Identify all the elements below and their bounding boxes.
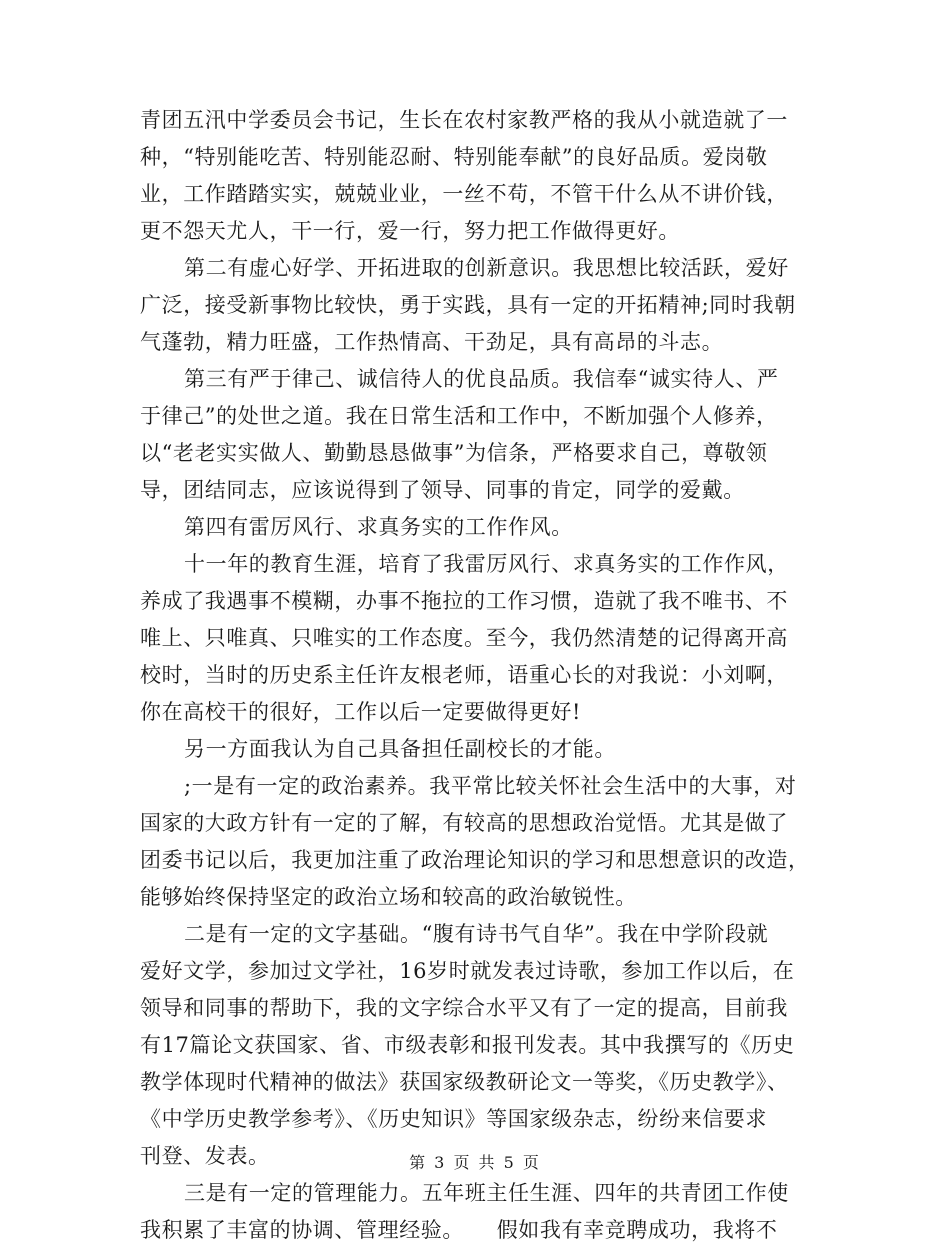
text-line: 团委书记以后，我更加注重了政治理论知识的学习和思想意识的改造，	[140, 848, 810, 872]
text-line: 十一年的教育生涯，培育了我雷厉风行、求真务实的工作作风，	[184, 552, 789, 576]
text-line: 我积累了丰富的协调、管理经验。 假如我有幸竞聘成功，我将不	[140, 1218, 778, 1242]
text-line: 气蓬勃，精力旺盛，工作热情高、干劲足，具有高昂的斗志。	[140, 330, 724, 354]
text-line: 以“老老实实做人、勤勤恳恳做事”为信条，严格要求自己，尊敬领	[140, 441, 768, 465]
document-body	[140, 102, 810, 1249]
text-line: 种，“特别能吃苦、特别能忍耐、特别能奉献”的良好品质。爱岗敬	[140, 145, 768, 169]
text-line: 爱好文学，参加过文学社，16岁时就发表过诗歌，参加工作以后，在	[140, 959, 795, 983]
text-line: 三是有一定的管理能力。五年班主任生涯、四年的共青团工作使	[184, 1181, 789, 1205]
text-line: 二是有一定的文字基础。“腹有诗书气自华”。我在中学阶段就	[184, 922, 769, 946]
text-line: 于律己”的处世之道。我在日常生活和工作中，不断加强个人修养，	[140, 404, 778, 428]
text-line: 青团五汛中学委员会书记，生长在农村家教严格的我从小就造就了一	[140, 108, 788, 132]
text-line: 养成了我遇事不模糊，办事不拖拉的工作习惯，造就了我不唯书、不	[140, 589, 788, 613]
text-line: 能够始终保持坚定的政治立场和较高的政治敏锐性。	[140, 885, 637, 909]
text-line: 第三有严于律己、诚信待人的优良品质。我信奉“诚实待人、严	[184, 367, 779, 391]
text-line: 《中学历史教学参考》、《历史知识》等国家级杂志，纷纷来信要求	[140, 1107, 767, 1131]
text-line: 业，工作踏踏实实，兢兢业业，一丝不苟，不管干什么从不讲价钱，	[140, 182, 788, 206]
page-footer	[0, 1150, 950, 1173]
text-line: 唯上、只唯真、只唯实的工作态度。至今，我仍然清楚的记得离开高	[140, 626, 788, 650]
text-line: 刊登、发表。	[140, 1144, 270, 1168]
text-line: 你在高校干的很好，工作以后一定要做得更好!	[140, 700, 582, 724]
text-line: 国家的大政方针有一定的了解，有较高的思想政治觉悟。尤其是做了	[140, 811, 788, 835]
text-line: 领导和同事的帮助下，我的文字综合水平又有了一定的提高，目前我	[140, 996, 788, 1020]
text-line: 第二有虚心好学、开拓进取的创新意识。我思想比较活跃，爱好	[184, 256, 789, 280]
text-line: 另一方面我认为自己具备担任副校长的才能。	[184, 737, 616, 761]
text-line: 导，团结同志，应该说得到了领导、同事的肯定，同学的爱戴。	[140, 478, 745, 502]
page-number-label: 第 3 页 共 5 页	[409, 1153, 541, 1172]
text-line: 教学体现时代精神的做法》获国家级教研论文一等奖，《历史教学》、	[140, 1070, 789, 1094]
text-line: 第四有雷厉风行、求真务实的工作作风。	[184, 515, 573, 539]
text-line: 校时，当时的历史系主任许友根老师，语重心长的对我说：小刘啊，	[140, 663, 788, 687]
text-line: ;一是有一定的政治素养。我平常比较关怀社会生活中的大事，对	[184, 774, 797, 798]
text-line: 有17篇论文获国家、省、市级表彰和报刊发表。其中我撰写的《历史	[140, 1033, 795, 1057]
text-line: 广泛，接受新事物比较快，勇于实践，具有一定的开拓精神;同时我朝	[140, 293, 796, 317]
text-line: 更不怨天尤人，干一行，爱一行，努力把工作做得更好。	[140, 219, 680, 243]
